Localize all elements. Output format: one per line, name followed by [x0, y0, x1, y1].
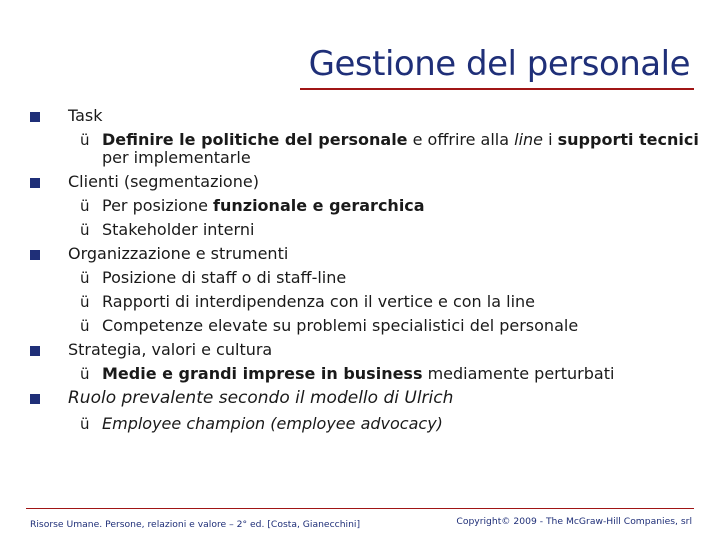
sub-item-text: Per posizione	[102, 196, 214, 215]
footer-citation: Risorse Umane. Persone, relazioni e valore – 2° ed. [Costa, Gianecchini]	[30, 519, 361, 530]
title-underline	[300, 88, 694, 90]
slide-title: Gestione del personale	[308, 44, 690, 84]
bullet-ruolo: Ruolo prevalente secondo il modello di Ulrich	[68, 388, 454, 408]
sub-item-text: Stakeholder interni	[102, 220, 255, 239]
sub-item-text-italic: line	[514, 130, 543, 149]
sub-item-text: Employee champion (employee advocacy)	[102, 414, 443, 433]
bullet-marker	[30, 112, 40, 122]
sub-item-text-bold: Medie e grandi imprese in business	[102, 364, 423, 383]
sub-item-text: Competenze elevate su problemi specialistici del personale	[102, 316, 579, 335]
check-icon: ü	[80, 415, 90, 433]
bullet-clienti: Clienti (segmentazione)	[68, 172, 259, 191]
check-icon: ü	[80, 221, 90, 239]
footer-copyright: Copyright© 2009 - The McGraw-Hill Companies, srl	[456, 516, 692, 527]
check-icon: ü	[80, 269, 90, 287]
check-icon: ü	[80, 317, 90, 335]
bullet-marker	[30, 178, 40, 188]
footer-divider	[26, 508, 694, 509]
check-icon: ü	[80, 293, 90, 311]
sub-item-continuation: per implementarle	[102, 148, 251, 167]
bullet-marker	[30, 250, 40, 260]
bullet-marker	[30, 346, 40, 356]
sub-item-text: Rapporti di interdipendenza con il vertice e con la line	[102, 292, 535, 311]
check-icon: ü	[80, 365, 90, 383]
bullet-strategia: Strategia, valori e cultura	[68, 340, 273, 359]
check-icon: ü	[80, 131, 90, 149]
bullet-task: Task	[68, 106, 103, 125]
sub-item-text-bold: funzionale e gerarchica	[213, 196, 425, 215]
sub-item-text: Posizione di staff o di staff-line	[102, 268, 347, 287]
sub-item-text: e offrire alla	[407, 130, 515, 149]
sub-item-text-bold: Definire le politiche del personale	[102, 130, 408, 149]
sub-item-text: mediamente perturbati	[422, 364, 615, 383]
bullet-organizzazione: Organizzazione e strumenti	[68, 244, 289, 263]
bullet-marker	[30, 394, 40, 404]
sub-item-text: i	[543, 130, 558, 149]
check-icon: ü	[80, 197, 90, 215]
sub-item-text-bold: supporti tecnici	[557, 130, 699, 149]
